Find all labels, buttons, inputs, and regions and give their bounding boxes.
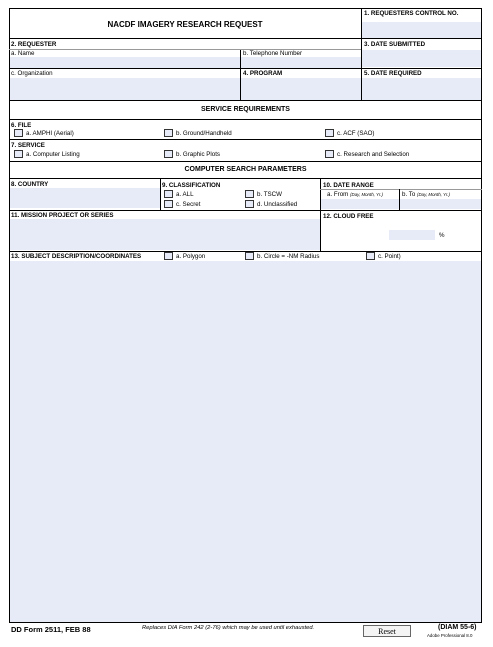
subject-point-label: c. Point) xyxy=(378,253,401,260)
to-hint: (Day, Month, Yr.) xyxy=(417,192,450,197)
class-unclassified-label: d. Unclassified xyxy=(257,201,298,208)
date-submitted-field[interactable] xyxy=(362,50,481,67)
class-secret-checkbox[interactable] xyxy=(164,200,173,208)
name-label: a. Name xyxy=(11,50,35,57)
divider xyxy=(9,139,482,140)
class-all-label: a. ALL xyxy=(176,191,194,198)
cloud-free-field[interactable] xyxy=(389,230,435,240)
file-ground-label: b. Ground/Handheld xyxy=(176,130,232,137)
program-label: 4. PROGRAM xyxy=(243,70,283,77)
phone-label: b. Telephone Number xyxy=(243,50,303,57)
control-no-label: 1. REQUESTERS CONTROL NO. xyxy=(364,10,459,17)
from-hint: (Day, Month, Yr.) xyxy=(350,192,383,197)
date-submitted-label: 3. DATE SUBMITTED xyxy=(364,41,426,48)
name-field[interactable] xyxy=(10,57,240,68)
program-field[interactable] xyxy=(241,78,361,100)
organization-label: c. Organization xyxy=(11,70,53,77)
file-amphi-checkbox[interactable] xyxy=(14,129,23,137)
subject-point-checkbox[interactable] xyxy=(366,252,375,260)
control-no-field[interactable] xyxy=(362,22,481,38)
subject-description-field[interactable] xyxy=(10,261,481,622)
from-label xyxy=(327,191,383,198)
class-secret-label: c. Secret xyxy=(176,201,201,208)
service-listing-label: a. Computer Listing xyxy=(26,151,80,158)
class-all-checkbox[interactable] xyxy=(164,190,173,198)
service-label: 7. SERVICE xyxy=(11,142,45,149)
percent-sign: % xyxy=(439,232,445,239)
divider xyxy=(9,161,482,162)
class-tscw-checkbox[interactable] xyxy=(245,190,254,198)
cloud-free-label: 12. CLOUD FREE xyxy=(323,213,374,220)
class-tscw-label: b. TSCW xyxy=(257,191,282,198)
organization-field[interactable] xyxy=(10,78,240,100)
service-plots-checkbox[interactable] xyxy=(164,150,173,158)
replaces-note: Replaces DIA Form 242 (2-76) which may be used until exhausted. xyxy=(142,625,315,631)
from-text: a. From xyxy=(327,191,349,198)
file-acf-label: c. ACF (SAO) xyxy=(337,130,375,137)
form-title: NACDF IMAGERY RESEARCH REQUEST xyxy=(107,20,263,29)
search-params-heading: COMPUTER SEARCH PARAMETERS xyxy=(184,166,307,173)
divider xyxy=(9,210,482,211)
date-range-label: 10. DATE RANGE xyxy=(323,182,374,189)
country-label: 8. COUNTRY xyxy=(11,181,49,188)
class-unclassified-checkbox[interactable] xyxy=(245,200,254,208)
divider xyxy=(9,68,482,69)
country-field[interactable] xyxy=(10,188,160,208)
subject-polygon-checkbox[interactable] xyxy=(164,252,173,260)
date-from-field[interactable] xyxy=(321,199,399,209)
divider xyxy=(9,178,482,179)
reset-button[interactable]: Reset xyxy=(363,625,411,637)
subject-circle-label: b. Circle = -NM Radius xyxy=(257,253,320,260)
date-to-field[interactable] xyxy=(400,199,481,209)
file-ground-checkbox[interactable] xyxy=(164,129,173,137)
phone-field[interactable] xyxy=(241,57,361,68)
to-label xyxy=(402,191,450,198)
diam-reference: (DIAM 55-6) xyxy=(438,624,477,631)
subject-circle-checkbox[interactable] xyxy=(245,252,254,260)
subject-polygon-label: a. Polygon xyxy=(176,253,206,260)
service-research-label: c. Research and Selection xyxy=(337,151,410,158)
file-label: 6. FILE xyxy=(11,122,32,129)
adobe-note: Adobe Professional 8.0 xyxy=(427,633,473,638)
divider xyxy=(9,38,482,39)
divider xyxy=(9,100,482,101)
date-required-field[interactable] xyxy=(362,78,481,100)
to-text: b. To xyxy=(402,191,416,198)
classification-label: 9. CLASSIFICATION xyxy=(162,182,221,189)
mission-label: 11. MISSION PROJECT OR SERIES xyxy=(11,212,114,219)
service-plots-label: b. Graphic Plots xyxy=(176,151,221,158)
requester-label: 2. REQUESTER xyxy=(11,41,57,48)
subject-label: 13. SUBJECT DESCRIPTION/COORDINATES xyxy=(11,253,142,260)
divider xyxy=(160,178,161,210)
mission-field[interactable] xyxy=(10,219,320,250)
file-amphi-label: a. AMPHI (Aerial) xyxy=(26,130,74,137)
service-listing-checkbox[interactable] xyxy=(14,150,23,158)
file-acf-checkbox[interactable] xyxy=(325,129,334,137)
divider xyxy=(9,119,482,120)
form-id: DD Form 2511, FEB 88 xyxy=(11,625,91,634)
divider xyxy=(9,49,361,50)
service-requirements-heading: SERVICE REQUIREMENTS xyxy=(201,106,290,113)
service-research-checkbox[interactable] xyxy=(325,150,334,158)
divider xyxy=(320,189,482,190)
date-required-label: 5. DATE REQUIRED xyxy=(364,70,422,77)
